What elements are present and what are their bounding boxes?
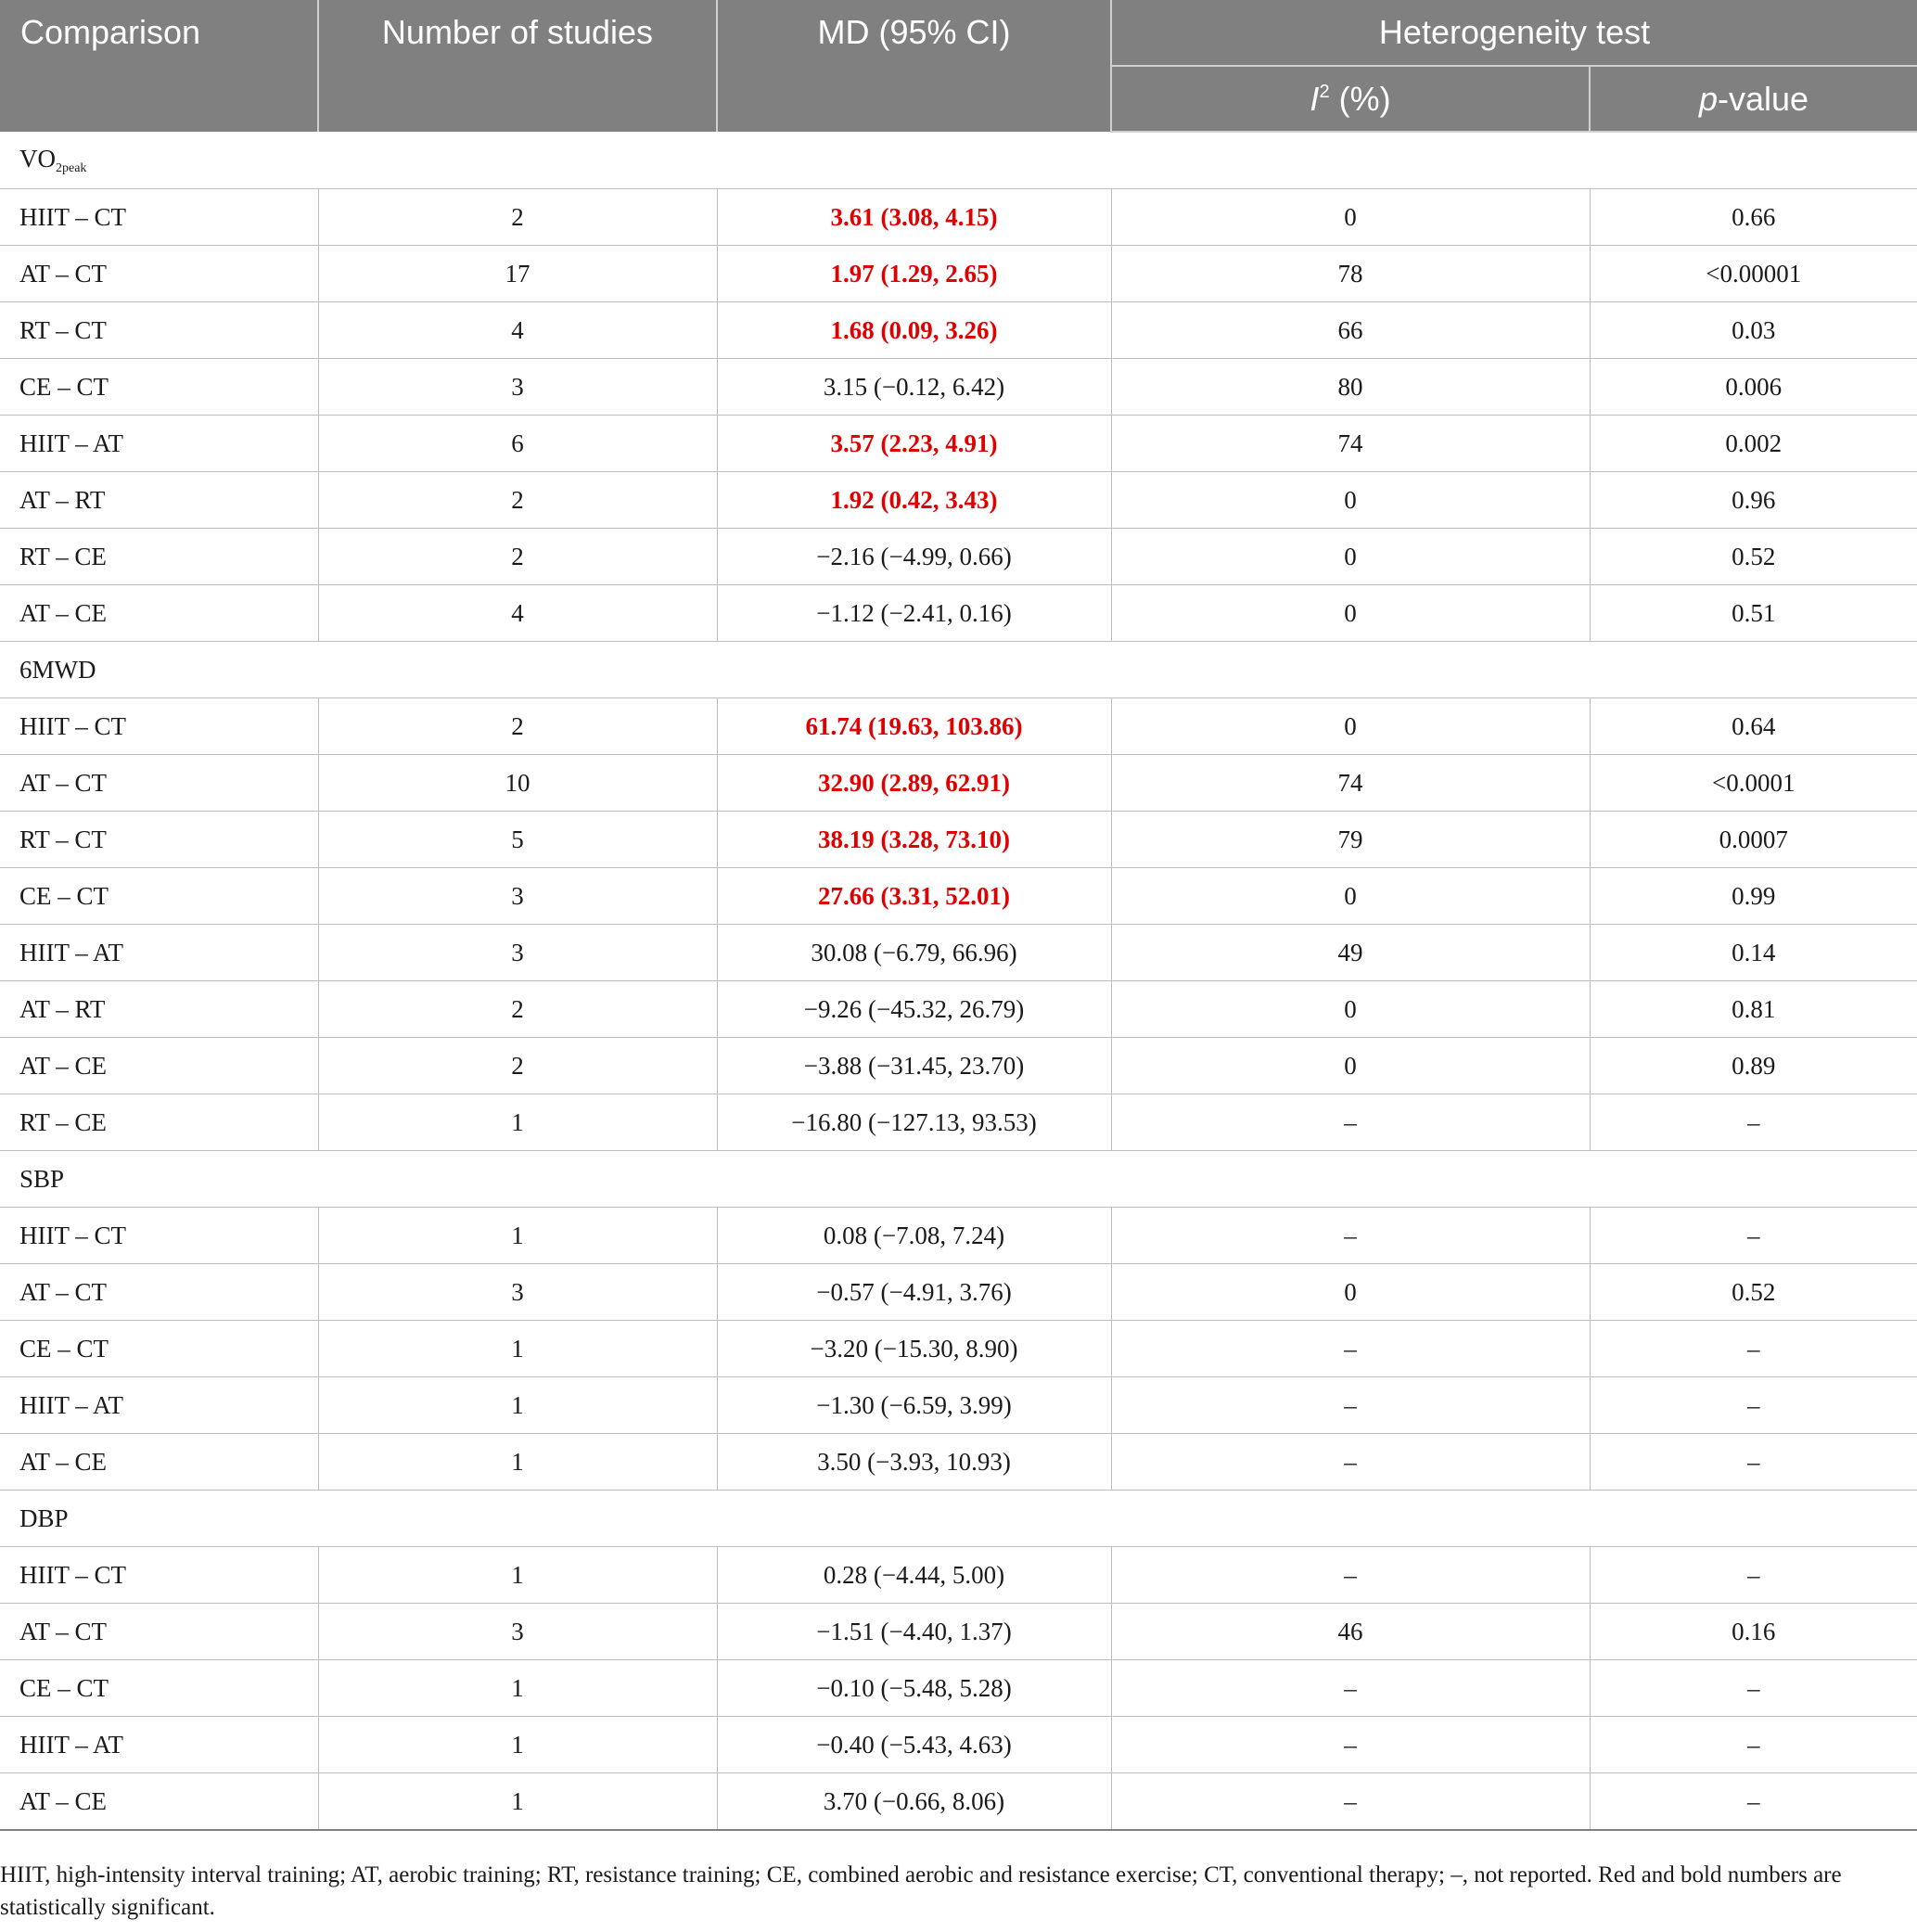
section-title-subscript: 2peak bbox=[56, 161, 87, 175]
section-row bbox=[0, 1151, 1917, 1208]
section-row bbox=[0, 642, 1917, 698]
cell-md-ci: −9.26 (−45.32, 26.79) bbox=[717, 981, 1111, 1038]
cell-comparison: RT – CE bbox=[0, 529, 318, 585]
cell-p-value: 0.14 bbox=[1590, 925, 1917, 981]
table-row bbox=[0, 755, 1917, 812]
table-row bbox=[0, 925, 1917, 981]
section-title bbox=[0, 132, 1917, 189]
cell-md-ci: 30.08 (−6.79, 66.96) bbox=[717, 925, 1111, 981]
cell-md-ci: −0.57 (−4.91, 3.76) bbox=[717, 1264, 1111, 1321]
cell-i2: 49 bbox=[1111, 925, 1590, 981]
table-row bbox=[0, 1094, 1917, 1151]
cell-md-ci: 3.57 (2.23, 4.91) bbox=[717, 416, 1111, 472]
table-row bbox=[0, 868, 1917, 925]
cell-comparison: CE – CT bbox=[0, 868, 318, 925]
table-row bbox=[0, 1434, 1917, 1491]
cell-number-of-studies: 2 bbox=[318, 981, 717, 1038]
table-row bbox=[0, 1660, 1917, 1717]
cell-p-value: – bbox=[1590, 1094, 1917, 1151]
cell-comparison: RT – CT bbox=[0, 302, 318, 359]
table-row bbox=[0, 1377, 1917, 1434]
cell-comparison: HIIT – AT bbox=[0, 925, 318, 981]
cell-number-of-studies: 1 bbox=[318, 1660, 717, 1717]
cell-comparison: AT – CE bbox=[0, 1038, 318, 1094]
cell-number-of-studies: 17 bbox=[318, 246, 717, 302]
header-heterogeneity-test: Heterogeneity test bbox=[1111, 0, 1917, 66]
cell-md-ci: 3.15 (−0.12, 6.42) bbox=[717, 359, 1111, 416]
cell-md-ci: −1.12 (−2.41, 0.16) bbox=[717, 585, 1111, 642]
table-row bbox=[0, 302, 1917, 359]
cell-md-ci: −1.51 (−4.40, 1.37) bbox=[717, 1604, 1111, 1660]
cell-md-ci: 3.70 (−0.66, 8.06) bbox=[717, 1773, 1111, 1831]
cell-comparison: AT – RT bbox=[0, 981, 318, 1038]
cell-md-ci: 0.28 (−4.44, 5.00) bbox=[717, 1547, 1111, 1604]
cell-i2: 79 bbox=[1111, 812, 1590, 868]
cell-p-value: 0.66 bbox=[1590, 189, 1917, 246]
cell-comparison: AT – CT bbox=[0, 246, 318, 302]
header-number-of-studies: Number of studies bbox=[318, 0, 717, 132]
table-header bbox=[0, 0, 1917, 132]
cell-i2: 0 bbox=[1111, 585, 1590, 642]
cell-number-of-studies: 1 bbox=[318, 1377, 717, 1434]
cell-p-value: 0.52 bbox=[1590, 1264, 1917, 1321]
header-md-ci: MD (95% CI) bbox=[717, 0, 1111, 132]
cell-md-ci: 61.74 (19.63, 103.86) bbox=[717, 698, 1111, 755]
cell-comparison: AT – RT bbox=[0, 472, 318, 529]
cell-i2: – bbox=[1111, 1773, 1590, 1831]
header-i2-superscript: 2 bbox=[1319, 81, 1330, 102]
cell-md-ci: 1.97 (1.29, 2.65) bbox=[717, 246, 1111, 302]
cell-p-value: 0.0007 bbox=[1590, 812, 1917, 868]
section-title-text: VO bbox=[19, 145, 56, 173]
cell-number-of-studies: 2 bbox=[318, 1038, 717, 1094]
cell-md-ci: −3.20 (−15.30, 8.90) bbox=[717, 1321, 1111, 1377]
cell-comparison: HIIT – CT bbox=[0, 698, 318, 755]
cell-comparison: HIIT – CT bbox=[0, 189, 318, 246]
cell-number-of-studies: 2 bbox=[318, 472, 717, 529]
cell-comparison: AT – CE bbox=[0, 1434, 318, 1491]
section-title bbox=[0, 1151, 1917, 1208]
cell-md-ci: 0.08 (−7.08, 7.24) bbox=[717, 1208, 1111, 1264]
cell-p-value: 0.006 bbox=[1590, 359, 1917, 416]
table-row bbox=[0, 1208, 1917, 1264]
cell-p-value: 0.81 bbox=[1590, 981, 1917, 1038]
table-row bbox=[0, 416, 1917, 472]
cell-p-value: 0.03 bbox=[1590, 302, 1917, 359]
header-p-rest: -value bbox=[1717, 79, 1809, 118]
cell-i2: 66 bbox=[1111, 302, 1590, 359]
cell-p-value: – bbox=[1590, 1717, 1917, 1773]
cell-i2: 0 bbox=[1111, 981, 1590, 1038]
section-title-text: 6MWD bbox=[19, 655, 96, 684]
cell-i2: – bbox=[1111, 1434, 1590, 1491]
table-footnote: HIIT, high-intensity interval training; AT, aerobic training; RT, resistance training; CE, combined aerobic and resistance exercise; CT, conventional therapy; –, not reported. Red and bold numbers are statistically significant. bbox=[0, 1862, 1842, 1920]
cell-i2: 0 bbox=[1111, 868, 1590, 925]
cell-number-of-studies: 10 bbox=[318, 755, 717, 812]
cell-number-of-studies: 3 bbox=[318, 359, 717, 416]
cell-number-of-studies: 4 bbox=[318, 302, 717, 359]
table-row bbox=[0, 1773, 1917, 1831]
cell-comparison: RT – CT bbox=[0, 812, 318, 868]
cell-i2: – bbox=[1111, 1717, 1590, 1773]
cell-number-of-studies: 1 bbox=[318, 1547, 717, 1604]
cell-i2: 74 bbox=[1111, 755, 1590, 812]
section-title bbox=[0, 642, 1917, 698]
cell-p-value: 0.002 bbox=[1590, 416, 1917, 472]
cell-i2: – bbox=[1111, 1094, 1590, 1151]
cell-p-value: – bbox=[1590, 1434, 1917, 1491]
cell-number-of-studies: 1 bbox=[318, 1094, 717, 1151]
cell-p-value: 0.52 bbox=[1590, 529, 1917, 585]
table-row bbox=[0, 1321, 1917, 1377]
cell-md-ci: −16.80 (−127.13, 93.53) bbox=[717, 1094, 1111, 1151]
cell-p-value: 0.51 bbox=[1590, 585, 1917, 642]
cell-comparison: AT – CT bbox=[0, 1604, 318, 1660]
cell-p-value: – bbox=[1590, 1377, 1917, 1434]
table-row bbox=[0, 1604, 1917, 1660]
cell-number-of-studies: 2 bbox=[318, 189, 717, 246]
cell-number-of-studies: 1 bbox=[318, 1208, 717, 1264]
table-row bbox=[0, 1717, 1917, 1773]
cell-i2: – bbox=[1111, 1547, 1590, 1604]
cell-md-ci: −0.10 (−5.48, 5.28) bbox=[717, 1660, 1111, 1717]
cell-i2: 0 bbox=[1111, 189, 1590, 246]
table-row bbox=[0, 246, 1917, 302]
cell-number-of-studies: 3 bbox=[318, 1604, 717, 1660]
cell-comparison: CE – CT bbox=[0, 1321, 318, 1377]
cell-i2: 74 bbox=[1111, 416, 1590, 472]
cell-i2: 0 bbox=[1111, 698, 1590, 755]
table-row bbox=[0, 981, 1917, 1038]
cell-i2: – bbox=[1111, 1321, 1590, 1377]
cell-i2: 0 bbox=[1111, 1264, 1590, 1321]
cell-md-ci: −0.40 (−5.43, 4.63) bbox=[717, 1717, 1111, 1773]
table-body bbox=[0, 132, 1917, 1830]
cell-i2: – bbox=[1111, 1377, 1590, 1434]
cell-number-of-studies: 3 bbox=[318, 925, 717, 981]
cell-i2: 46 bbox=[1111, 1604, 1590, 1660]
cell-comparison: AT – CE bbox=[0, 585, 318, 642]
table-row bbox=[0, 1547, 1917, 1604]
cell-i2: 78 bbox=[1111, 246, 1590, 302]
cell-p-value: – bbox=[1590, 1321, 1917, 1377]
cell-comparison: CE – CT bbox=[0, 359, 318, 416]
cell-p-value: – bbox=[1590, 1660, 1917, 1717]
cell-i2: – bbox=[1111, 1208, 1590, 1264]
header-i2 bbox=[1111, 66, 1590, 132]
cell-md-ci: 32.90 (2.89, 62.91) bbox=[717, 755, 1111, 812]
table-row bbox=[0, 585, 1917, 642]
table-row bbox=[0, 812, 1917, 868]
cell-p-value: <0.00001 bbox=[1590, 246, 1917, 302]
cell-comparison: RT – CE bbox=[0, 1094, 318, 1151]
table-row bbox=[0, 1264, 1917, 1321]
cell-comparison: HIIT – AT bbox=[0, 1377, 318, 1434]
cell-number-of-studies: 1 bbox=[318, 1434, 717, 1491]
cell-p-value: 0.64 bbox=[1590, 698, 1917, 755]
table-row bbox=[0, 189, 1917, 246]
cell-number-of-studies: 2 bbox=[318, 698, 717, 755]
cell-comparison: HIIT – AT bbox=[0, 416, 318, 472]
header-p-value bbox=[1590, 66, 1917, 132]
header-i2-unit: (%) bbox=[1338, 79, 1391, 118]
cell-number-of-studies: 5 bbox=[318, 812, 717, 868]
header-p-letter: p bbox=[1698, 79, 1718, 118]
cell-md-ci: 3.61 (3.08, 4.15) bbox=[717, 189, 1111, 246]
cell-i2: 0 bbox=[1111, 1038, 1590, 1094]
cell-comparison: HIIT – AT bbox=[0, 1717, 318, 1773]
cell-number-of-studies: 1 bbox=[318, 1321, 717, 1377]
section-row bbox=[0, 1491, 1917, 1547]
cell-comparison: AT – CT bbox=[0, 755, 318, 812]
cell-comparison: CE – CT bbox=[0, 1660, 318, 1717]
cell-p-value: 0.16 bbox=[1590, 1604, 1917, 1660]
cell-i2: 0 bbox=[1111, 472, 1590, 529]
cell-number-of-studies: 3 bbox=[318, 1264, 717, 1321]
table-row bbox=[0, 1038, 1917, 1094]
cell-p-value: 0.96 bbox=[1590, 472, 1917, 529]
cell-number-of-studies: 3 bbox=[318, 868, 717, 925]
cell-md-ci: 3.50 (−3.93, 10.93) bbox=[717, 1434, 1111, 1491]
cell-i2: 80 bbox=[1111, 359, 1590, 416]
section-row bbox=[0, 132, 1917, 189]
cell-md-ci: −1.30 (−6.59, 3.99) bbox=[717, 1377, 1111, 1434]
cell-comparison: HIIT – CT bbox=[0, 1208, 318, 1264]
cell-p-value: – bbox=[1590, 1208, 1917, 1264]
cell-number-of-studies: 2 bbox=[318, 529, 717, 585]
cell-md-ci: −2.16 (−4.99, 0.66) bbox=[717, 529, 1111, 585]
header-comparison: Comparison bbox=[0, 0, 318, 132]
cell-i2: – bbox=[1111, 1660, 1590, 1717]
cell-p-value: 0.89 bbox=[1590, 1038, 1917, 1094]
cell-comparison: AT – CE bbox=[0, 1773, 318, 1831]
cell-comparison: AT – CT bbox=[0, 1264, 318, 1321]
cell-number-of-studies: 1 bbox=[318, 1717, 717, 1773]
cell-i2: 0 bbox=[1111, 529, 1590, 585]
cell-p-value: – bbox=[1590, 1773, 1917, 1831]
section-title bbox=[0, 1491, 1917, 1547]
cell-p-value: 0.99 bbox=[1590, 868, 1917, 925]
section-title-text: DBP bbox=[19, 1503, 69, 1532]
table-row bbox=[0, 698, 1917, 755]
cell-comparison: HIIT – CT bbox=[0, 1547, 318, 1604]
cell-md-ci: 1.68 (0.09, 3.26) bbox=[717, 302, 1111, 359]
cell-number-of-studies: 6 bbox=[318, 416, 717, 472]
table-row bbox=[0, 529, 1917, 585]
cell-md-ci: 38.19 (3.28, 73.10) bbox=[717, 812, 1111, 868]
header-i2-letter: I bbox=[1310, 79, 1320, 118]
table-row bbox=[0, 359, 1917, 416]
cell-p-value: – bbox=[1590, 1547, 1917, 1604]
cell-md-ci: 1.92 (0.42, 3.43) bbox=[717, 472, 1111, 529]
cell-p-value: <0.0001 bbox=[1590, 755, 1917, 812]
table-row bbox=[0, 472, 1917, 529]
cell-md-ci: 27.66 (3.31, 52.01) bbox=[717, 868, 1111, 925]
cell-md-ci: −3.88 (−31.45, 23.70) bbox=[717, 1038, 1111, 1094]
cell-number-of-studies: 1 bbox=[318, 1773, 717, 1831]
section-title-text: SBP bbox=[19, 1164, 65, 1193]
cell-number-of-studies: 4 bbox=[318, 585, 717, 642]
